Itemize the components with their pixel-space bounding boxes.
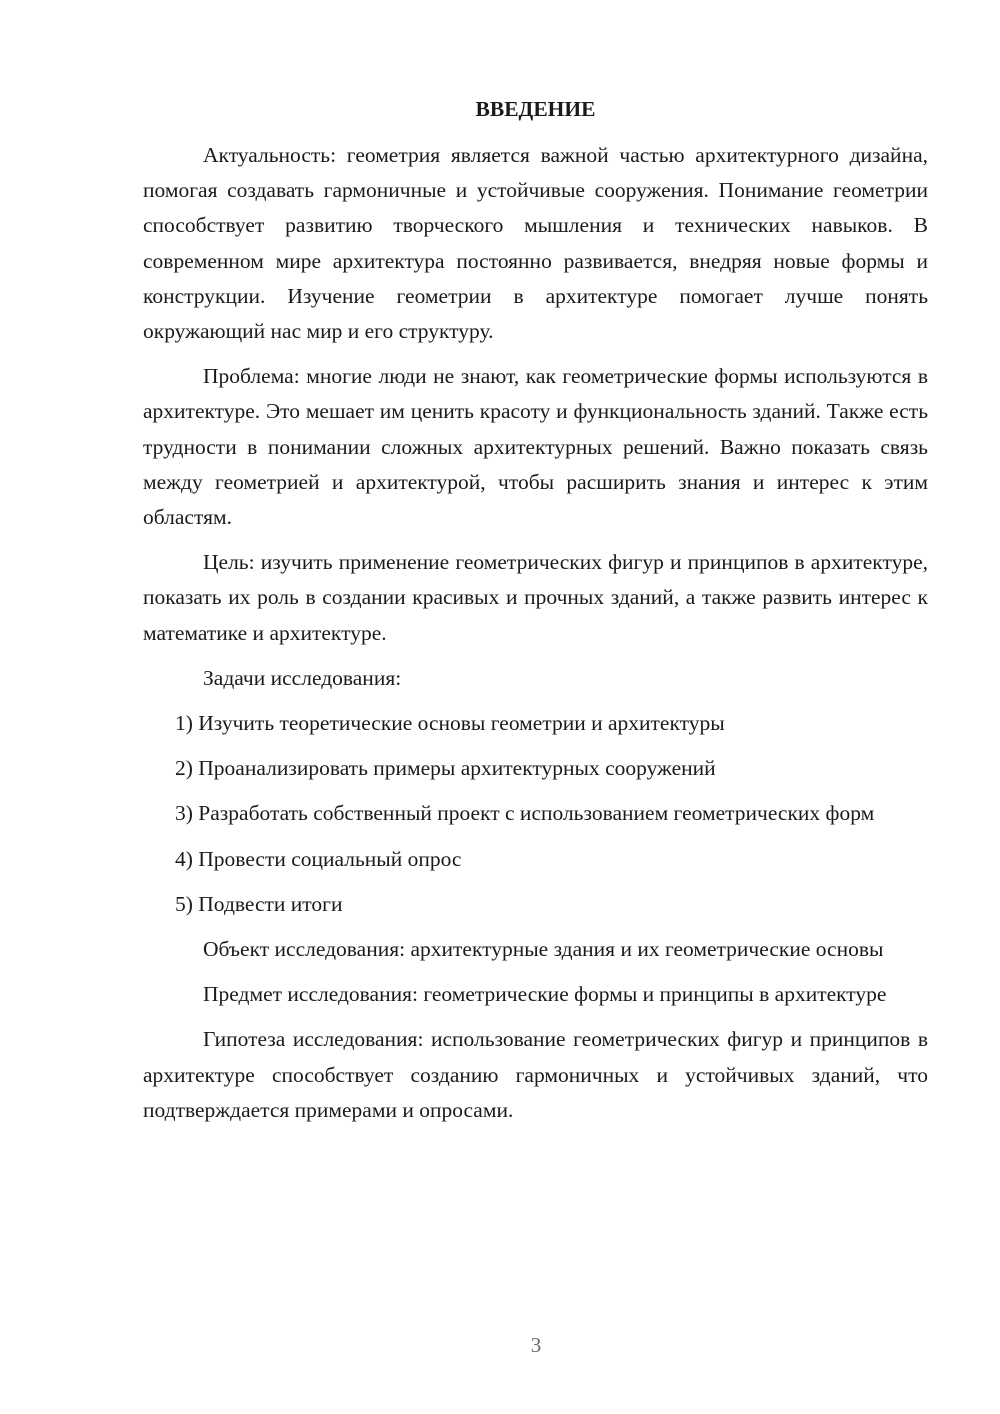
task-item: 1) Изучить теоретические основы геометрии и архитектуры <box>175 711 725 736</box>
object-paragraph: Объект исследования: архитектурные здания и их геометрические основы <box>203 937 884 962</box>
goal-paragraph: Цель: изучить применение геометрических фигур и принципов в архитектуре, показать их роль в создании красивых и прочных зданий, а также развить интерес к математике и архитектуре. <box>143 550 928 645</box>
relevance-paragraph: Актуальность: геометрия является важной частью архитектурного дизайна, помогая создавать гармоничные и устойчивые сооружения. Понимание геометрии способствует развитию творческого мышления и технических навыков. В современном мире архитектура постоянно развивается, внедряя новые формы и конструкции. Изучение геометрии в архитектуре помогает лучше понять окружающий нас мир и его структуру. <box>143 143 928 344</box>
task-item: 2) Проанализировать примеры архитектурных сооружений <box>175 756 716 781</box>
task-item: 5) Подвести итоги <box>175 891 343 916</box>
problem-paragraph: Проблема: многие люди не знают, как геометрические формы используются в архитектуре. Это мешает им ценить красоту и функциональность зданий. Также есть трудности в понимании сложных архитектурных решений. Важно показать связь между геометрией и архитектурой, чтобы расширить знания и интерес к этим областям. <box>143 364 928 530</box>
hypothesis-paragraph: Гипотеза исследования: использование геометрических фигур и принципов в архитектуре способствует созданию гармоничных и устойчивых зданий, что подтверждается примерами и опросами. <box>143 1027 928 1122</box>
task-item: 3) Разработать собственный проект с использованием геометрических форм <box>175 801 875 826</box>
page-title: ВВЕДЕНИЕ <box>475 97 596 121</box>
document-page <box>143 92 928 1138</box>
tasks-list <box>143 706 928 922</box>
subject-paragraph: Предмет исследования: геометрические формы и принципы в архитектуре <box>203 982 887 1007</box>
task-item: 4) Провести социальный опрос <box>175 846 462 871</box>
tasks-heading: Задачи исследования: <box>203 665 402 690</box>
page-number: 3 <box>530 1333 542 1357</box>
